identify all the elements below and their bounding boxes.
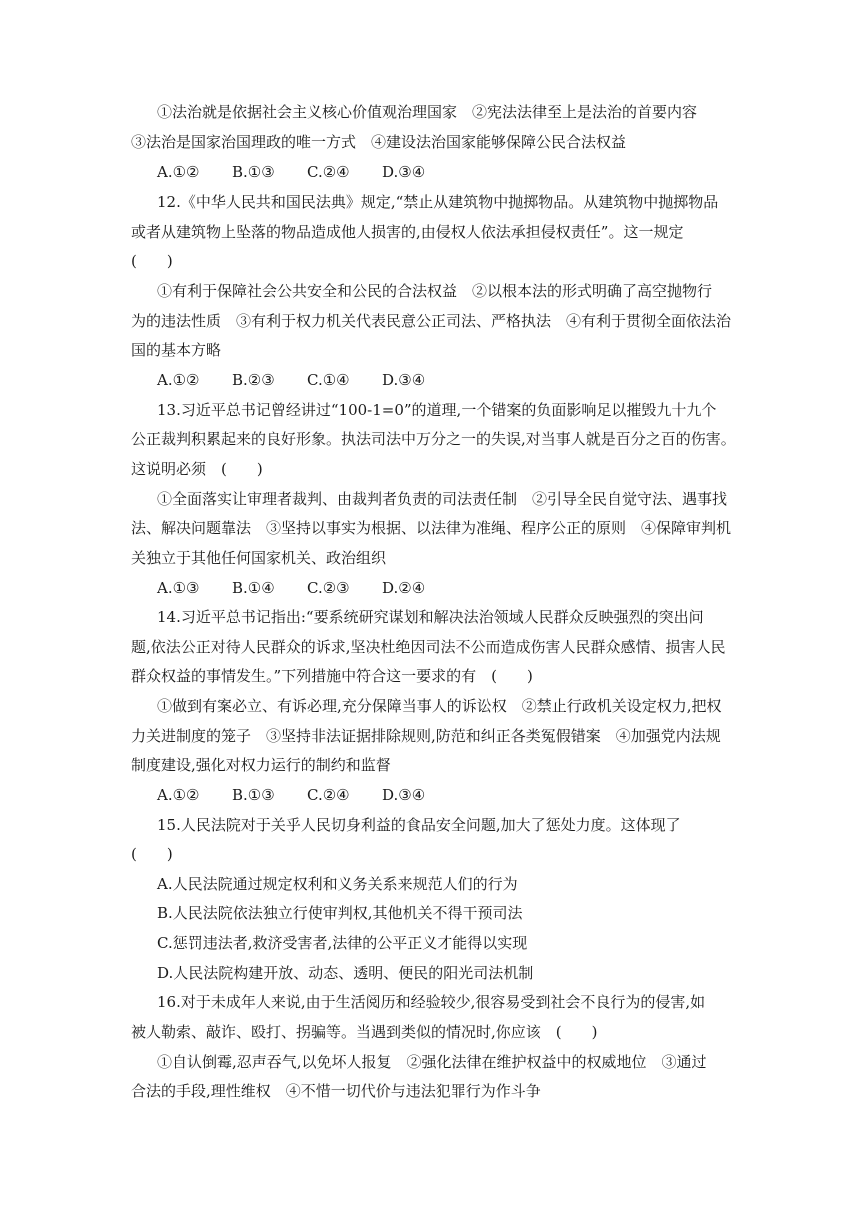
q11-choice-c[interactable]: C.②④ [307, 163, 350, 181]
q12-stem-line-2: 或者从建筑物上坠落的物品造成他人损害的,由侵权人依法承担侵权责任”。这一规定 [131, 223, 684, 241]
q14-choice-d[interactable]: D.③④ [382, 786, 426, 804]
q16-statement-line-1: ①自认倒霉,忍声吞气,以免坏人报复 ②强化法律在维护权益中的权威地位 ③通过 [157, 1053, 707, 1071]
q14-stem-line-2: 题,依法公正对待人民群众的诉求,坚决杜绝因司法不公而造成伤害人民群众感情、损害人民 [131, 638, 726, 656]
q13-choice-c[interactable]: C.②③ [307, 579, 350, 597]
q16-statement-line-2: 合法的手段,理性维权 ④不惜一切代价与违法犯罪行为作斗争 [131, 1082, 541, 1100]
q14-choice-c[interactable]: C.②④ [307, 786, 350, 804]
q13-statement-line-3: 关独立于其他任何国家机关、政治组织 [131, 549, 387, 567]
q15-option-d[interactable]: D.人民法院构建开放、动态、透明、便民的阳光司法机制 [157, 964, 534, 982]
q11-choices [0, 162, 860, 182]
q12-answer-blank: ( ) [131, 252, 173, 270]
q12-choice-c[interactable]: C.①④ [307, 371, 350, 389]
q13-choices [0, 578, 860, 598]
q11-choice-b[interactable]: B.①③ [232, 163, 275, 181]
q13-stem-line-3: 这说明必须 ( ) [131, 460, 263, 478]
q14-statement-line-3: 制度建设,强化对权力运行的制约和监督 [131, 756, 391, 774]
q11-choice-a[interactable]: A.①② [157, 163, 200, 181]
q12-stem-line-1: 12.《中华人民共和国民法典》规定,“禁止从建筑物中抛掷物品。从建筑物中抛掷物品 [157, 193, 719, 211]
q11-choice-d[interactable]: D.③④ [382, 163, 426, 181]
q13-choice-a[interactable]: A.①③ [157, 579, 200, 597]
q13-statement-line-1: ①全面落实让审理者裁判、由裁判者负责的司法责任制 ②引导全民自觉守法、遇事找 [157, 490, 728, 508]
q13-statement-line-2: 法、解决问题靠法 ③坚持以事实为根据、以法律为准绳、程序公正的原则 ④保障审判机 [131, 519, 732, 537]
q12-choice-a[interactable]: A.①② [157, 371, 200, 389]
q15-option-c[interactable]: C.惩罚违法者,救济受害者,法律的公平正义才能得以实现 [157, 934, 528, 952]
q14-stem-line-3: 群众权益的事情发生。”下列措施中符合这一要求的有 ( ) [131, 667, 533, 685]
q15-stem-line-1: 15.人民法院对于关乎人民切身利益的食品安全问题,加大了惩处力度。这体现了 [157, 816, 681, 834]
q12-choice-d[interactable]: D.③④ [382, 371, 426, 389]
q14-choice-b[interactable]: B.①③ [232, 786, 275, 804]
q16-stem-line-2: 被人勒索、敲诈、殴打、拐骗等。当遇到类似的情况时,你应该 ( ) [131, 1023, 598, 1041]
q11-statement-line-2: ③法治是国家治国理政的唯一方式 ④建设法治国家能够保障公民合法权益 [131, 133, 627, 151]
q15-option-a[interactable]: A.人民法院通过规定权利和义务关系来规范人们的行为 [157, 875, 518, 893]
q13-stem-line-1: 13.习近平总书记曾经讲过“100-1=0”的道理,一个错案的负面影响足以摧毁九十九个 [157, 401, 717, 419]
q14-choices [0, 785, 860, 805]
q13-choice-b[interactable]: B.①④ [232, 579, 275, 597]
q14-statement-line-1: ①做到有案必立、有诉必理,充分保障当事人的诉讼权 ②禁止行政机关设定权力,把权 [157, 697, 722, 715]
q11-statement-line-1: ①法治就是依据社会主义核心价值观治理国家 ②宪法法律至上是法治的首要内容 [157, 103, 698, 121]
q16-stem-line-1: 16.对于未成年人来说,由于生活阅历和经验较少,很容易受到社会不良行为的侵害,如 [157, 993, 706, 1011]
q12-choice-b[interactable]: B.②③ [232, 371, 275, 389]
q15-answer-blank: ( ) [131, 845, 173, 863]
q14-choice-a[interactable]: A.①② [157, 786, 200, 804]
q13-choice-d[interactable]: D.②④ [382, 579, 426, 597]
q12-statement-line-2: 为的违法性质 ③有利于权力机关代表民意公正司法、严格执法 ④有利于贯彻全面依法治 [131, 312, 732, 330]
q12-statement-line-1: ①有利于保障社会公共安全和公民的合法权益 ②以根本法的形式明确了高空抛物行 [157, 282, 713, 300]
q12-choices [0, 370, 860, 390]
q14-stem-line-1: 14.习近平总书记指出:“要系统研究谋划和解决法治领域人民群众反映强烈的突出问 [157, 608, 704, 626]
q15-option-b[interactable]: B.人民法院依法独立行使审判权,其他机关不得干预司法 [157, 904, 523, 922]
q12-statement-line-3: 国的基本方略 [131, 341, 222, 359]
q13-stem-line-2: 公正裁判积累起来的良好形象。执法司法中万分之一的失误,对当事人就是百分之百的伤害。 [131, 430, 736, 448]
q14-statement-line-2: 力关进制度的笼子 ③坚持非法证据排除规则,防范和纠正各类冤假错案 ④加强党内法规 [131, 727, 721, 745]
